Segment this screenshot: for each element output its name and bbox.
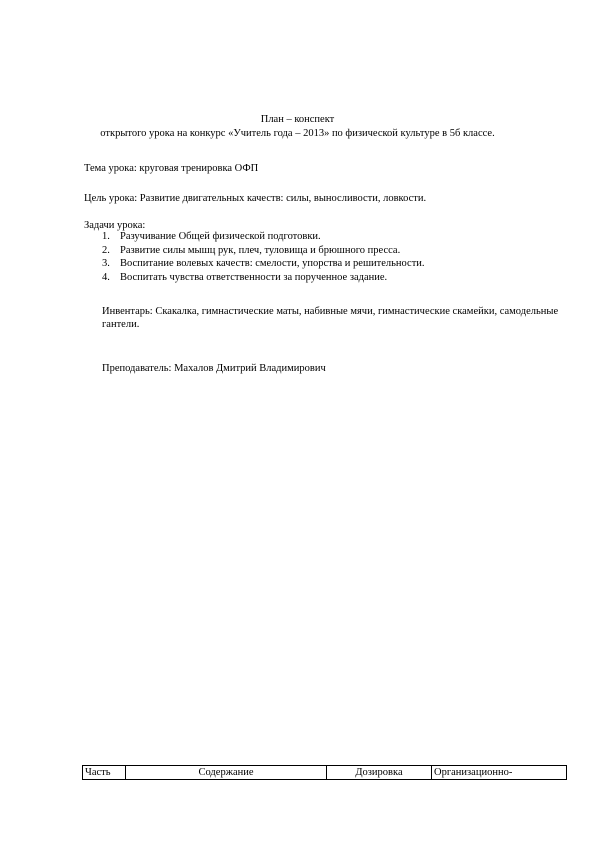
list-item-text: Разучивание Общей физической подготовки.: [120, 231, 321, 242]
list-item: [102, 271, 425, 285]
tasks-heading: Задачи урока:: [84, 220, 146, 231]
table-header-organization: Организационно-: [432, 766, 567, 780]
list-item-number: 4.: [102, 272, 110, 284]
list-item-number: 2.: [102, 244, 110, 256]
lesson-table: [82, 765, 567, 780]
table-header-part: Часть: [83, 766, 126, 780]
list-item: [102, 257, 425, 271]
document-subtitle: открытого урока на конкурс «Учитель года – 2013» по физической культуре в 5б классе.: [100, 128, 495, 139]
document-title: План – конспект: [260, 114, 335, 125]
list-item: [102, 244, 425, 258]
teacher-line: Преподаватель: Махалов Дмитрий Владимирович: [102, 363, 326, 374]
list-item-text: Воспитать чувства ответственности за порученное задание.: [120, 272, 388, 284]
list-item-number: 1.: [102, 231, 110, 242]
inventory-paragraph: Инвентарь: Скакалка, гимнастические маты, набивные мячи, гимнастические скамейки, самодельные гантели.: [102, 306, 559, 330]
table-header-dosage: Дозировка: [327, 766, 432, 780]
table-header-content: Содержание: [126, 766, 327, 780]
tasks-list: [102, 230, 425, 285]
lesson-goal: Цель урока: Развитие двигательных качеств: силы, выносливости, ловкости.: [84, 193, 427, 204]
table-header-row: [83, 766, 567, 780]
list-item-text: Развитие силы мышц рук, плеч, туловища и брюшного пресса.: [120, 244, 401, 256]
list-item-number: 3.: [102, 258, 110, 270]
list-item-text: Воспитание волевых качеств: смелости, упорства и решительности.: [120, 258, 425, 270]
lesson-theme: Тема урока: круговая тренировка ОФП: [84, 163, 259, 174]
list-item: [102, 230, 425, 244]
